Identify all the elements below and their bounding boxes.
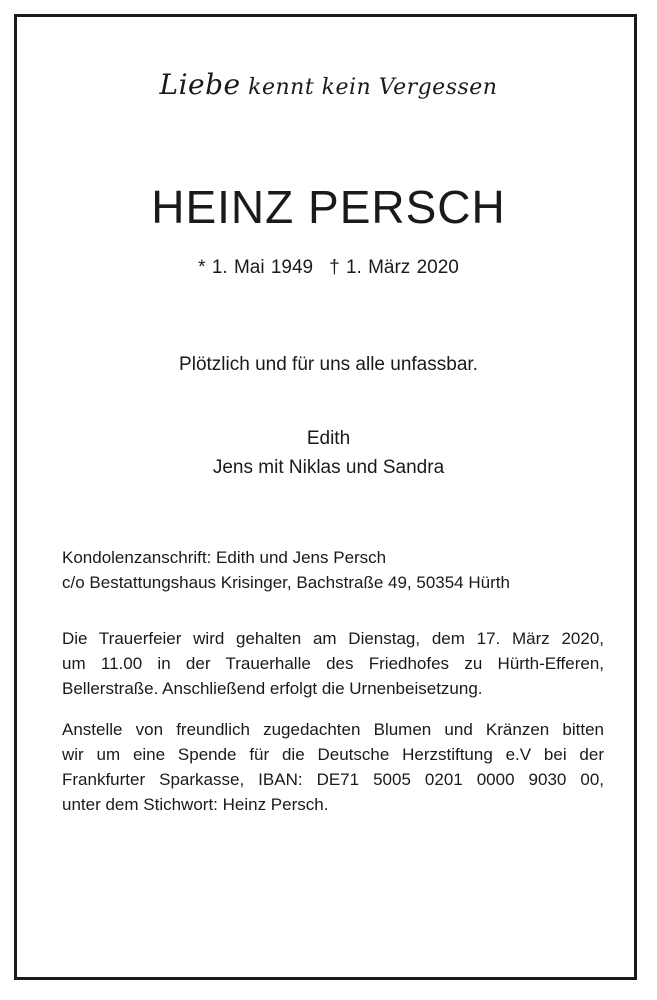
ceremony-paragraph	[62, 626, 604, 701]
donation-line: Frankfurter Sparkasse, IBAN: DE71 5005 0201 0000 9030 00,	[62, 770, 604, 789]
donation-line: unter dem Stichwort: Heinz Persch.	[62, 795, 329, 814]
mourner-line: Jens mit Niklas und Sandra	[212, 457, 445, 478]
motto-rest: kennt kein Vergessen	[248, 75, 498, 100]
death-date: † 1. März 2020	[329, 257, 459, 278]
life-dates	[0, 257, 657, 279]
motto-heading	[0, 68, 657, 101]
mourners-list	[0, 424, 657, 482]
motto-first-word: Liebe	[159, 68, 241, 101]
donation-paragraph	[62, 717, 604, 817]
condolence-address	[62, 545, 604, 595]
birth-date: * 1. Mai 1949	[198, 257, 314, 278]
condolence-line: c/o Bestattungshaus Krisinger, Bachstraße 49, 50354 Hürth	[62, 573, 510, 592]
tagline: Plötzlich und für uns alle unfassbar.	[179, 354, 478, 375]
condolence-line: Kondolenzanschrift: Edith und Jens Persch	[62, 548, 387, 567]
ceremony-line: Bellerstraße. Anschließend erfolgt die Urnenbeisetzung.	[62, 679, 483, 698]
mourner-line: Edith	[306, 428, 351, 449]
donation-line: Anstelle von freundlich zugedachten Blumen und Kränzen bitten	[62, 720, 604, 739]
ceremony-line: Die Trauerfeier wird gehalten am Dienstag, dem 17. März 2020,	[62, 629, 604, 648]
obituary-border	[14, 14, 637, 980]
donation-line: wir um eine Spende für die Deutsche Herzstiftung e.V bei der	[62, 745, 604, 764]
deceased-name: HEINZ PERSCH	[151, 181, 506, 233]
ceremony-line: um 11.00 in der Trauerhalle des Friedhofes zu Hürth-Efferen,	[62, 654, 604, 673]
